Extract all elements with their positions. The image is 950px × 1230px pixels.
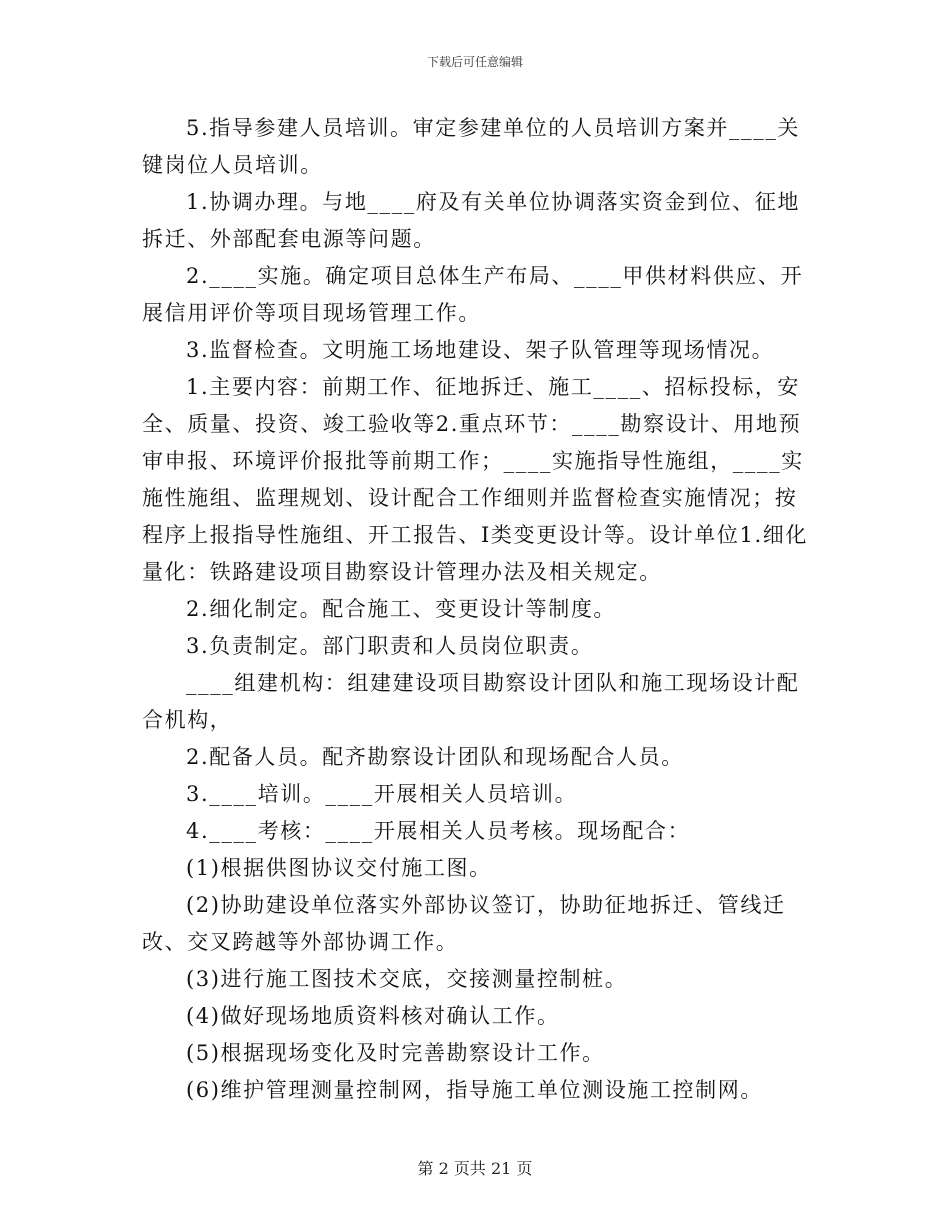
- paragraph: (5)根据现场变化及时完善勘察设计工作。: [186, 1041, 605, 1065]
- paragraph: 3.监督检查。文明施工场地建设、架子队管理等现场情况。: [186, 338, 775, 362]
- document-body: [142, 110, 812, 1109]
- paragraph: (1)根据供图协议交付施工图。: [186, 856, 492, 880]
- paragraph: 2.细化制定。配合施工、变更设计等制度。: [186, 597, 617, 621]
- paragraph: 1.协调办理。与地____府及有关单位协调落实资金到位、征地拆迁、外部配套电源等问题。: [142, 190, 801, 251]
- paragraph: 2.配备人员。配齐勘察设计团队和现场配合人员。: [186, 745, 684, 769]
- paragraph: (6)维护管理测量控制网，指导施工单位测设施工控制网。: [186, 1078, 763, 1102]
- paragraph: ____组建机构：组建建设项目勘察设计团队和施工现场设计配合机构，: [142, 671, 800, 732]
- paragraph: 3.____培训。____开展相关人员培训。: [186, 782, 578, 806]
- paragraph: 1.主要内容：前期工作、征地拆迁、施工____、招标投标，安全、质量、投资、竣工验收等2.重点环节：____勘察设计、用地预审申报、环境评价报批等前期工作；____实施指导性施组，____实施性施组、监理规划、设计配合工作细则并监督检查实施情况；按程序上报指导性施组、开工报告、Ⅰ类变更设计等。设计单位1.细化量化：铁路建设项目勘察设计管理办法及相关规定。: [142, 375, 808, 584]
- paragraph: (4)做好现场地质资料核对确认工作。: [186, 1004, 560, 1028]
- paragraph: 3.负责制定。部门职责和人员岗位职责。: [186, 634, 594, 658]
- paragraph: 5.指导参建人员培训。审定参建单位的人员培训方案并____关键岗位人员培训。: [142, 116, 801, 177]
- paragraph: (2)协助建设单位落实外部协议签订，协助征地拆迁、管线迁改、交叉跨越等外部协调工作。: [142, 893, 786, 954]
- page-footer: 第 2 页共 21 页: [417, 1159, 533, 1178]
- paragraph: (3)进行施工图技术交底，交接测量控制桩。: [186, 967, 628, 991]
- paragraph: 4.____考核：____开展相关人员考核。现场配合：: [186, 819, 691, 843]
- page-header: 下载后可任意编辑: [426, 55, 523, 69]
- paragraph: 2.____实施。确定项目总体生产布局、____甲供材料供应、开展信用评价等项目现场管理工作。: [142, 264, 804, 325]
